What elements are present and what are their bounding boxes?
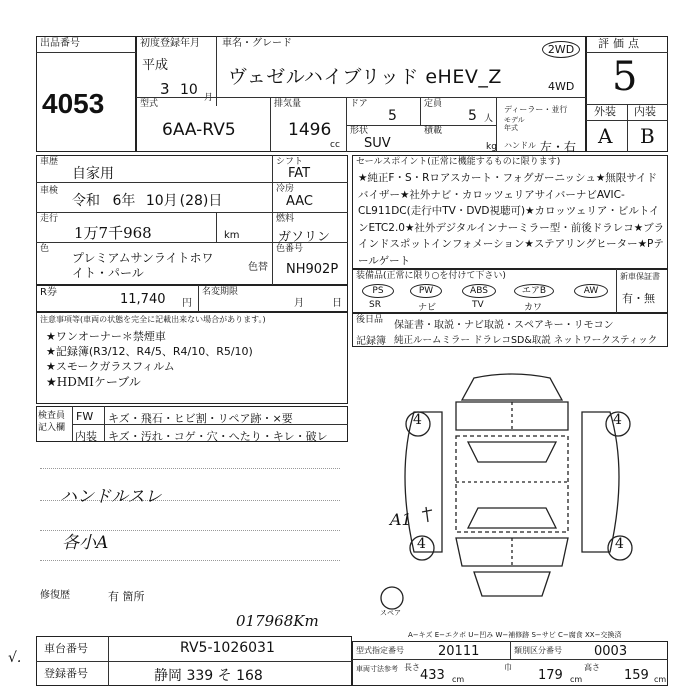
damage-mark-a1: A1 (390, 510, 412, 529)
damage-legend: A−キズ E−エクボ U−凹み W−補修跡 S−サビ C−腐食 XX−交換済 (408, 631, 622, 639)
equip-tv: TV (472, 300, 484, 310)
car-name-label: 車名・グレード (222, 38, 292, 49)
equip-pw: PW (410, 284, 442, 298)
car-name-value: ヴェゼルハイブリッド eHEV_Z (228, 66, 502, 88)
displacement-unit: cc (330, 140, 340, 150)
mileage-label: 走行 (40, 214, 59, 224)
color-number-label: 色番号 (276, 244, 304, 254)
aftermarket-record: 記録簿 (356, 336, 386, 347)
exterior-grade: A (598, 124, 613, 148)
tire-mark: 4 (413, 412, 422, 428)
load-label: 積載 (424, 126, 443, 136)
color-label: 色 (40, 244, 50, 254)
repair-label: 修復歴 (40, 590, 70, 601)
aftermarket-line1: 保証書・取説・ナビ取説・スペアキー・リモコン (394, 320, 614, 331)
inspector-fw: FW (76, 410, 94, 423)
fuel-label: 燃料 (276, 214, 295, 224)
handle-value: 左・右 (540, 140, 577, 154)
evaluation-score: 5 (612, 54, 638, 100)
designation-value: 20111 (438, 644, 480, 659)
inspector-int-items: キズ・汚れ・コゲ・穴・へたり・キレ・破レ (108, 430, 328, 443)
margin-mark: √. (8, 650, 22, 666)
fuel-value: ガソリン (278, 230, 331, 245)
model-year-label: モデル 年式 (504, 116, 525, 132)
handwritten-mileage: 017968Km (236, 612, 319, 630)
recycle-value: 11,740 (120, 292, 166, 307)
width-value: 179 (538, 668, 563, 683)
displacement-label: 排気量 (274, 99, 302, 109)
capacity-value: 5 (468, 108, 477, 124)
dealer-label: ディーラー・並行 (504, 105, 568, 114)
drive-4wd: 4WD (548, 80, 575, 93)
registration-era: 平成 (142, 58, 169, 73)
equip-aw: AW (574, 284, 608, 298)
note-item: ★HDMIケーブル (46, 375, 141, 389)
model-value: 6AA-RV5 (162, 120, 236, 140)
car-diagram (356, 352, 668, 628)
note-item: ★スモークガラスフィルム (46, 360, 175, 373)
displacement-value: 1496 (288, 120, 332, 140)
drive-2wd: 2WD (542, 41, 580, 58)
inspection-value: 令和 6年 10月 (28)日 (72, 193, 223, 209)
tire-mark: 4 (615, 536, 624, 552)
model-label: 型式 (140, 99, 159, 109)
inspector-fw-items: キズ・飛石・ヒビ割・リペア跡・×要 (108, 412, 293, 425)
height-value: 159 (624, 668, 649, 683)
load-unit: kg (486, 142, 497, 152)
doors-value: 5 (388, 108, 397, 124)
chassis-value: RV5-1026031 (180, 640, 275, 656)
exterior-label: 外装 (594, 105, 616, 118)
title-month: 月 (294, 298, 304, 309)
repair-value: 有 箇所 (108, 590, 145, 603)
capacity-label: 定員 (424, 99, 443, 109)
color-number-value: NH902P (286, 262, 339, 277)
equip-sr: SR (369, 300, 381, 310)
note-item: ★記録簿(R3/12、R4/5、R4/10、R5/10) (46, 345, 253, 358)
diagram-rear-bumper (474, 572, 550, 596)
height-unit: cm (654, 675, 667, 684)
shift-value: FAT (288, 166, 311, 181)
manual-label: 新車保証書 (620, 272, 660, 281)
color-change-label: 色替 (248, 262, 268, 273)
plate-label: 登録番号 (44, 667, 88, 680)
category-value: 0003 (594, 644, 628, 659)
lot-label: 出品番号 (40, 38, 80, 49)
mileage-value: 1万7千968 (74, 224, 152, 242)
registration-label: 初度登録年月 (140, 38, 200, 49)
width-label: 巾 (504, 663, 512, 672)
handwritten-handle-note: ハンドルスレ (60, 487, 162, 507)
note-item: ★ワンオーナー＊禁煙車 (46, 330, 166, 343)
history-value: 自家用 (72, 166, 114, 182)
recycle-label: R券 (40, 287, 57, 298)
handwritten-misc-note: 各小A (62, 533, 109, 553)
body-shape-label: 形状 (350, 126, 369, 136)
designation-label: 型式指定番号 (356, 646, 404, 655)
length-value: 433 (420, 668, 445, 683)
tire-mark: 4 (613, 412, 622, 428)
equipment-label: 装備品(正常に限り○を付けて下さい) (356, 271, 506, 281)
chassis-label: 車台番号 (44, 642, 88, 655)
diagram-roof-front (462, 374, 562, 400)
title-change-label: 名変期限 (202, 287, 239, 297)
color-value: プレミアムサンライトホワイト・パール (72, 251, 214, 280)
length-label: 長さ (404, 663, 420, 672)
tire-mark: 4 (417, 536, 426, 552)
inspector-label: 検査員 記入欄 (38, 411, 66, 433)
diagram-right-side (582, 412, 619, 552)
mileage-unit: km (224, 230, 240, 241)
manual-value: 有・無 (622, 292, 655, 305)
width-unit: cm (570, 675, 583, 684)
shift-label: シフト (276, 157, 304, 167)
equip-abs: ABS (462, 284, 496, 298)
aircon-value: AAC (286, 194, 313, 209)
interior-grade: B (640, 124, 655, 148)
evaluation-label: 評価点 (598, 37, 643, 50)
length-unit: cm (452, 675, 465, 684)
notes-label: 注意事項等(車両の状態を完全に記載出来ない場合があります。) (40, 315, 266, 324)
lot-number: 4053 (42, 88, 105, 119)
registration-month-unit: 月 (204, 93, 214, 103)
plate-value: 静岡 339 そ 168 (154, 668, 263, 684)
registration-year: 3 (160, 80, 170, 98)
registration-month: 10 (180, 82, 198, 98)
height-label: 高さ (584, 663, 600, 672)
aftermarket-line2: 純正ルームミラー ドラレコSD&取説 ネットワークスティック (394, 335, 658, 346)
spare-label: スペア (380, 609, 401, 617)
dimensions-label: 車両寸法参考 (356, 665, 398, 673)
equip-leather: カワ (524, 303, 543, 313)
handle-label: ハンドル (504, 141, 536, 150)
inspector-int: 内装 (75, 430, 97, 443)
spare-tire (381, 587, 403, 609)
interior-label: 内装 (634, 105, 656, 118)
diagram-windshield (468, 442, 556, 462)
title-day: 日 (332, 298, 342, 309)
equip-navi: ナビ (418, 303, 437, 313)
diagram-rear-window (468, 508, 556, 528)
capacity-unit: 人 (484, 114, 494, 124)
selling-points-text: ★純正F・S・Rロアスカート・フォグガーニッシュ★無限サイドバイザー★社外ナビ・カロッツェリアサイバーナビAVIC-CL911DC(走行中TV・DVD視聴可)★カロッツェリア・ビルトインETC2.0★社外デジタルインナーミラー型・前後ドラレコ★ブラインドスポットインフォメーション★ステアリングヒーター★Pテールゲート (358, 172, 665, 267)
selling-label: セールスポイント(正常に機能するものに限ります) (356, 157, 561, 167)
category-label: 類別区分番号 (514, 646, 562, 655)
history-label: 車歴 (40, 157, 59, 167)
doors-label: ドア (350, 99, 368, 109)
recycle-unit: 円 (182, 298, 192, 309)
aftermarket-label: 後日品 (356, 315, 384, 325)
equip-ps: PS (362, 284, 394, 298)
body-shape-value: SUV (364, 136, 391, 151)
inspection-label: 車検 (40, 186, 59, 196)
aircon-label: 冷房 (276, 184, 295, 194)
equip-airbag: エアB (514, 284, 554, 298)
